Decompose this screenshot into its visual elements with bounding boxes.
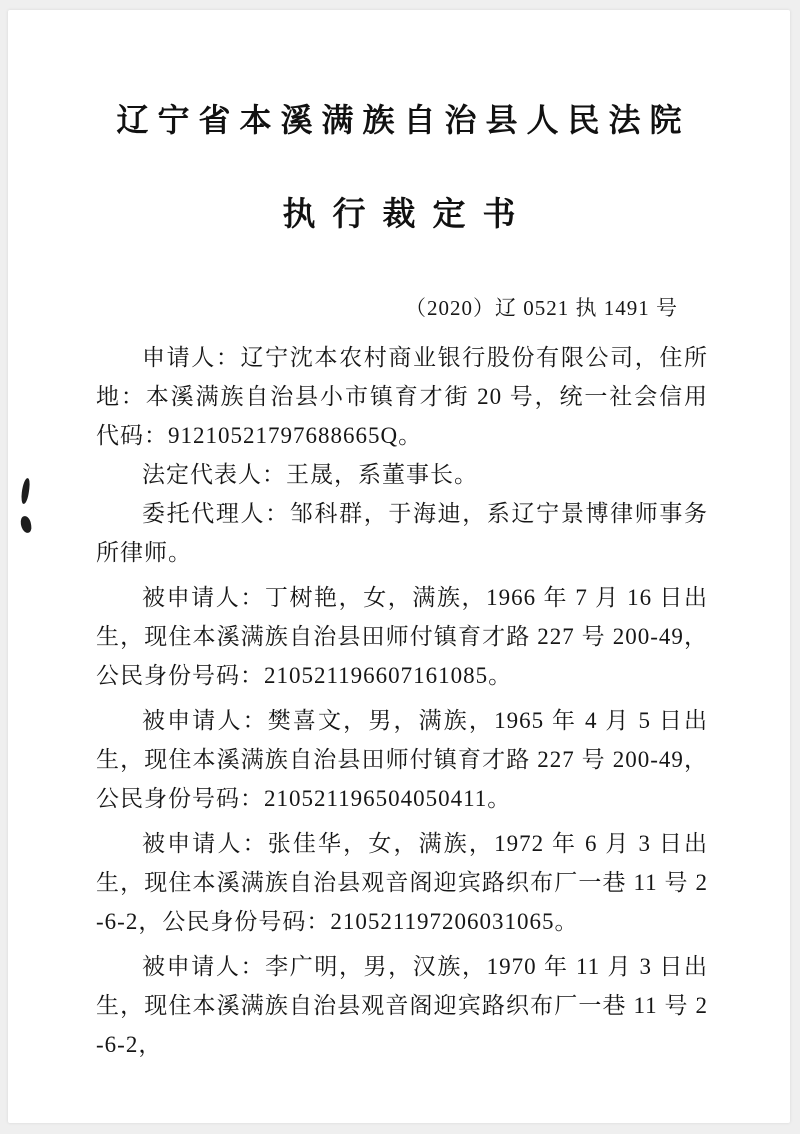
document-body <box>96 338 708 1064</box>
paragraph-respondent-3: 被申请人：张佳华，女，满族，1972 年 6 月 3 日出生，现住本溪满族自治县观音阁迎宾路织布厂一巷 11 号 2-6-2，公民身份号码：210521197206031065。 <box>96 831 709 934</box>
paragraph-agent: 委托代理人：邹科群，于海迪，系辽宁景博律师事务所律师。 <box>96 501 708 565</box>
paragraph-respondent-2: 被申请人：樊喜文，男，满族，1965 年 4 月 5 日出生，现住本溪满族自治县田师付镇育才路 227 号 200-49，公民身份号码：210521196504050411。 <box>96 708 709 811</box>
case-number: （2020）辽 0521 执 1491 号 <box>405 296 678 320</box>
ink-smudge-mark <box>20 515 33 533</box>
paragraph-respondent-4: 被申请人：李广明，男，汉族，1970 年 11 月 3 日出生，现住本溪满族自治县观音阁迎宾路织布厂一巷 11 号 2-6-2， <box>96 954 708 1057</box>
document-page <box>8 10 790 1123</box>
court-name: 辽宁省本溪满族自治县人民法院 <box>116 102 691 138</box>
ink-smudge-mark <box>20 478 30 505</box>
paragraph-legal-representative: 法定代表人：王晟，系董事长。 <box>142 462 478 487</box>
paragraph-respondent-1: 被申请人：丁树艳，女，满族，1966 年 7 月 16 日出生，现住本溪满族自治县田师付镇育才路 227 号 200-49，公民身份号码：210521196607161085。 <box>96 585 708 688</box>
document-title: 执行裁定书 <box>282 195 533 232</box>
paragraph-applicant: 申请人：辽宁沈本农村商业银行股份有限公司，住所地：本溪满族自治县小市镇育才街 20 号，统一社会信用代码：91210521797688665Q。 <box>96 345 708 448</box>
